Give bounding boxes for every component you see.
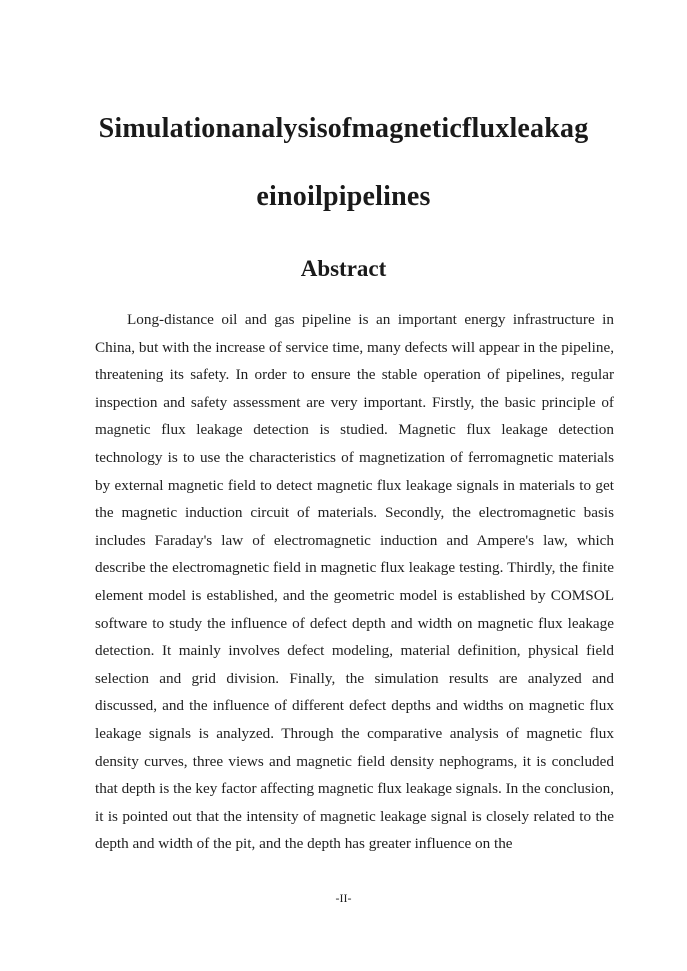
abstract-paragraph: Long-distance oil and gas pipeline is an important energy infrastructure in China, but with the increase of service time, many defects will appear in the pipeline, threatening its safety. In order to ensure the stable operation of pipelines, regular inspection and safety assessment are very important. Firstly, the basic principle of magnetic flux leakage detection is studied. Magnetic flux leakage detection technology is to use the characteristics of magnetization of ferromagnetic materials by external magnetic field to detect magnetic flux leakage signals in materials to get the magnetic induction circuit of materials. Secondly, the electromagnetic basis includes Faraday's law of electromagnetic induction and Ampere's law, which describe the electromagnetic field in magnetic flux leakage testing. Thirdly, the finite element model is established, and the geometric model is established by COMSOL software to study the influence of defect depth and width on magnetic flux leakage detection. It mainly involves defect modeling, material definition, physical field selection and grid division. Finally, the simulation results are analyzed and discussed, and the influence of different defect depths and widths on magnetic flux leakage signals is analyzed. Through the comparative analysis of magnetic flux density curves, three views and magnetic field density nephograms, it is concluded that depth is the key factor affecting magnetic flux leakage signals. In the conclusion, it is pointed out that the intensity of magnetic leakage signal is closely related to the depth and width of the pit, and the depth has greater influence on the xyxy=(95,311,614,853)
page-number: -II- xyxy=(335,891,352,905)
document-title-line-2: einoilpipelines xyxy=(256,181,431,212)
document-title-line-1: Simulationanalysisofmagneticfluxleakag xyxy=(98,113,589,144)
abstract-heading: Abstract xyxy=(300,256,387,281)
